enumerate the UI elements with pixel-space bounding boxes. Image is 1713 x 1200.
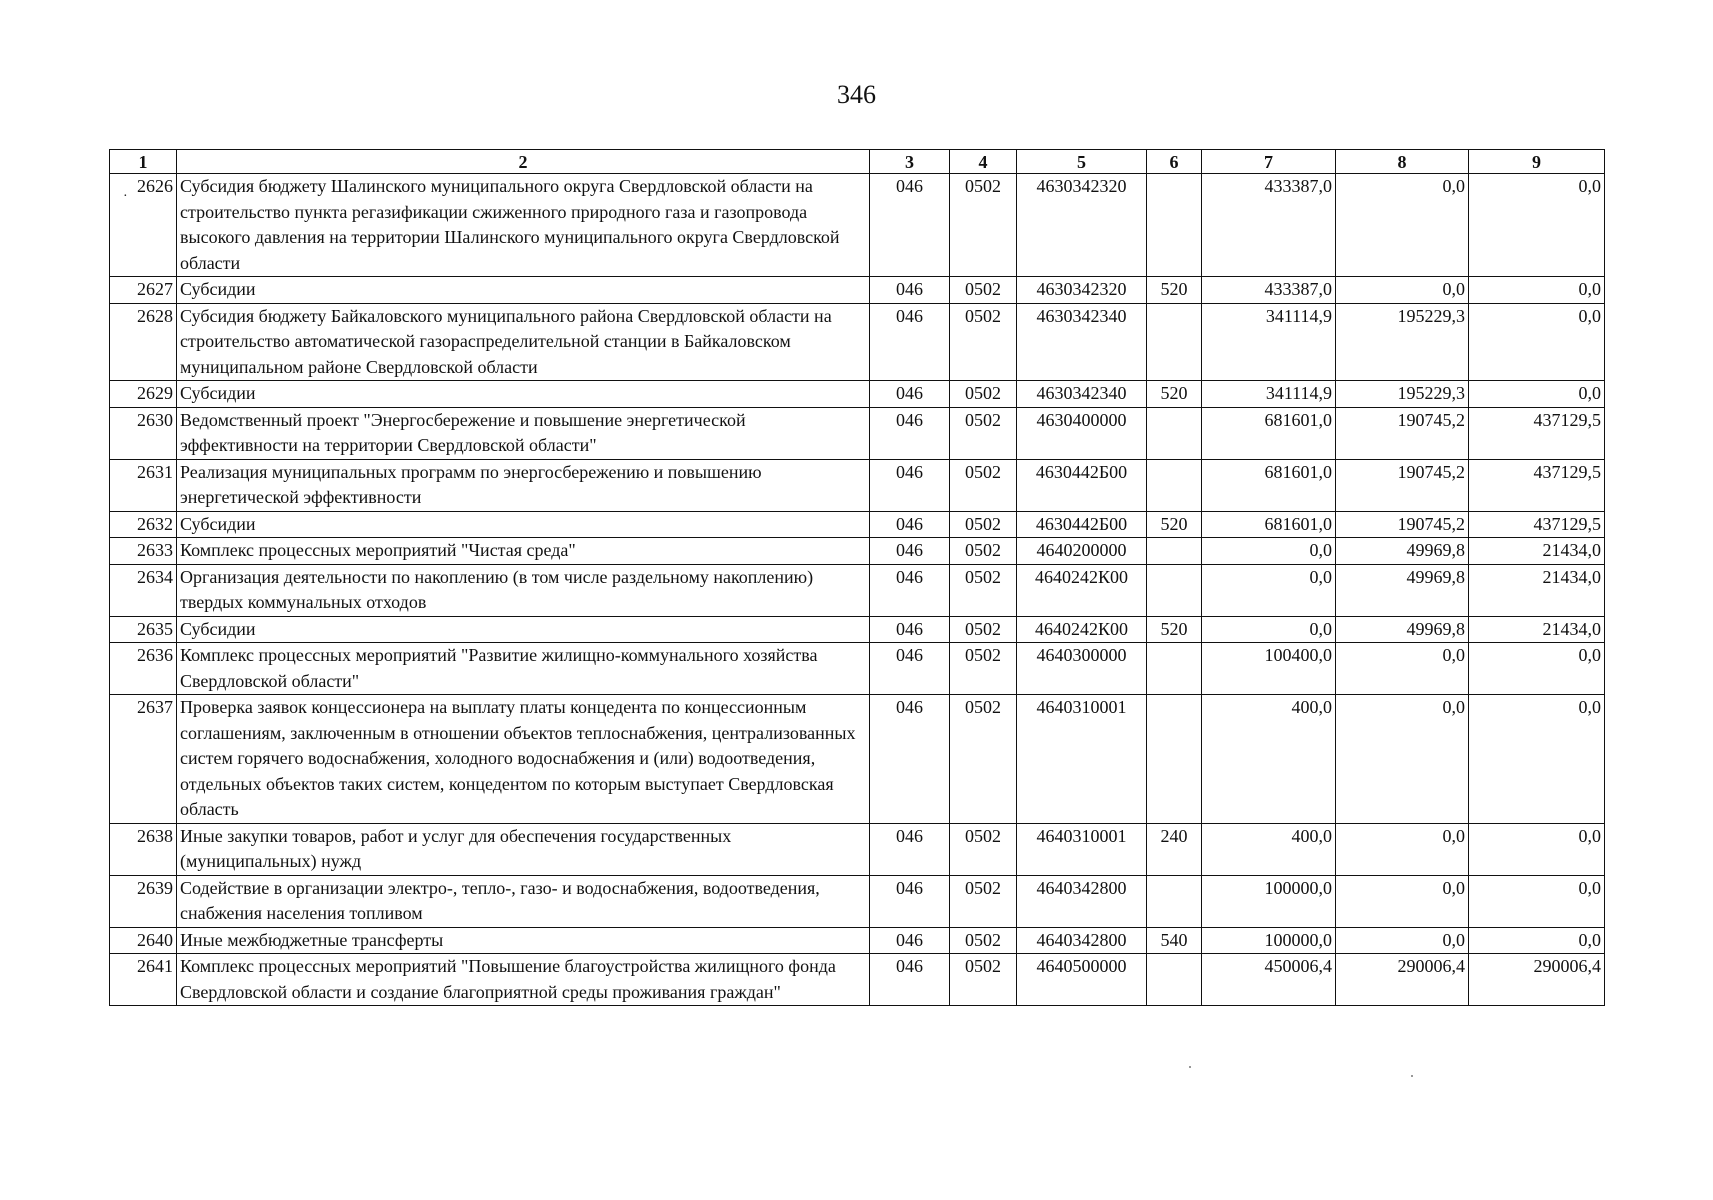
amount-col8-cell: 0,0 xyxy=(1336,695,1469,824)
table-row xyxy=(110,823,1605,875)
target-code-cell: 4640310001 xyxy=(1017,823,1147,875)
amount-col7-cell: 341114,9 xyxy=(1202,303,1336,381)
row-number-cell xyxy=(110,174,177,277)
ministry-code-cell: 046 xyxy=(870,459,950,511)
column-header: 9 xyxy=(1469,150,1605,174)
expense-type-cell xyxy=(1147,954,1202,1006)
ministry-code-cell: 046 xyxy=(870,174,950,277)
amount-col7-cell: 0,0 xyxy=(1202,616,1336,643)
row-number-cell xyxy=(110,459,177,511)
table-row xyxy=(110,695,1605,824)
description-cell: Организация деятельности по накоплению (в том числе раздельному накоплению) твердых коммунальных отходов xyxy=(177,564,870,616)
ministry-code-cell: 046 xyxy=(870,303,950,381)
amount-col9-cell: 0,0 xyxy=(1469,277,1605,304)
target-code-cell: 4640500000 xyxy=(1017,954,1147,1006)
row-number-cell xyxy=(110,407,177,459)
amount-col8-cell: 0,0 xyxy=(1336,643,1469,695)
expense-type-cell xyxy=(1147,643,1202,695)
ministry-code-cell: 046 xyxy=(870,695,950,824)
ministry-code-cell: 046 xyxy=(870,277,950,304)
row-number: 2638 xyxy=(137,825,173,846)
row-number: 2632 xyxy=(137,513,173,534)
amount-col9-cell: 0,0 xyxy=(1469,174,1605,277)
table-row xyxy=(110,538,1605,565)
ministry-code-cell: 046 xyxy=(870,511,950,538)
amount-col8-cell: 0,0 xyxy=(1336,277,1469,304)
row-number-cell xyxy=(110,643,177,695)
table-row xyxy=(110,616,1605,643)
target-code-cell: 4640242К00 xyxy=(1017,616,1147,643)
table-row xyxy=(110,954,1605,1006)
expense-type-cell xyxy=(1147,564,1202,616)
amount-col7-cell: 100000,0 xyxy=(1202,927,1336,954)
row-number-cell xyxy=(110,277,177,304)
expense-type-cell xyxy=(1147,538,1202,565)
amount-col7-cell: 681601,0 xyxy=(1202,511,1336,538)
expense-type-cell: 520 xyxy=(1147,511,1202,538)
table-row xyxy=(110,407,1605,459)
description-cell: Комплекс процессных мероприятий "Развитие жилищно-коммунального хозяйства Свердловской области" xyxy=(177,643,870,695)
description-cell: Проверка заявок концессионера на выплату платы концедента по концессионным соглашениям, заключенным в отношении объектов теплоснабжения, централизованных систем горячего водоснабжения, холодного водоснабжения и (или) водоотведения, отдельных объектов таких систем, концедентом по которым выступает Свердловская область xyxy=(177,695,870,824)
column-header: 7 xyxy=(1202,150,1336,174)
ministry-code-cell: 046 xyxy=(870,927,950,954)
amount-col7-cell: 433387,0 xyxy=(1202,277,1336,304)
amount-col8-cell: 0,0 xyxy=(1336,174,1469,277)
page-number: 346 xyxy=(837,80,876,109)
expense-type-cell xyxy=(1147,695,1202,824)
table-row xyxy=(110,174,1605,277)
target-code-cell: 4640300000 xyxy=(1017,643,1147,695)
description-cell: Комплекс процессных мероприятий "Повышение благоустройства жилищного фонда Свердловской области и создание благоприятной среды проживания граждан" xyxy=(177,954,870,1006)
amount-col8-cell: 195229,3 xyxy=(1336,381,1469,408)
target-code-cell: 4630442Б00 xyxy=(1017,459,1147,511)
row-number: 2629 xyxy=(137,383,173,403)
description-cell: Субсидии xyxy=(177,616,870,643)
description-cell: Субсидия бюджету Шалинского муниципального округа Свердловской области на строительство пункта регазификации сжиженного природного газа и газопровода высокого давления на территории Шалинского муниципального округа Свердловской области xyxy=(177,174,870,277)
ministry-code-cell: 046 xyxy=(870,954,950,1006)
table-row xyxy=(110,643,1605,695)
expense-type-cell: 520 xyxy=(1147,381,1202,408)
section-code-cell: 0502 xyxy=(950,643,1017,695)
amount-col9-cell: 21434,0 xyxy=(1469,564,1605,616)
table-row xyxy=(110,564,1605,616)
amount-col8-cell: 290006,4 xyxy=(1336,954,1469,1006)
column-header: 5 xyxy=(1017,150,1147,174)
column-header: 8 xyxy=(1336,150,1469,174)
table-header xyxy=(110,150,1605,174)
target-code-cell: 4630342320 xyxy=(1017,277,1147,304)
amount-col9-cell: 0,0 xyxy=(1469,875,1605,927)
table-body xyxy=(110,174,1605,1006)
row-number-cell xyxy=(110,927,177,954)
amount-col9-cell: 0,0 xyxy=(1469,823,1605,875)
row-number-cell xyxy=(110,381,177,408)
amount-col9-cell: 21434,0 xyxy=(1469,538,1605,565)
row-number-cell xyxy=(110,616,177,643)
section-code-cell: 0502 xyxy=(950,954,1017,1006)
expense-type-cell: 540 xyxy=(1147,927,1202,954)
section-code-cell: 0502 xyxy=(950,616,1017,643)
target-code-cell: 4630342320 xyxy=(1017,174,1147,277)
target-code-cell: 4640310001 xyxy=(1017,695,1147,824)
amount-col8-cell: 49969,8 xyxy=(1336,564,1469,616)
expense-type-cell: 520 xyxy=(1147,277,1202,304)
row-number: 2639 xyxy=(137,877,173,898)
expense-type-cell xyxy=(1147,875,1202,927)
amount-col8-cell: 49969,8 xyxy=(1336,616,1469,643)
row-number: 2626 xyxy=(137,176,173,196)
row-mark: · xyxy=(123,189,128,204)
target-code-cell: 4630442Б00 xyxy=(1017,511,1147,538)
target-code-cell: 4630400000 xyxy=(1017,407,1147,459)
description-cell: Реализация муниципальных программ по энергосбережению и повышению энергетической эффективности xyxy=(177,459,870,511)
description-cell: Содействие в организации электро-, тепло-, газо- и водоснабжения, водоотведения, снабжения населения топливом xyxy=(177,875,870,927)
expense-type-cell xyxy=(1147,303,1202,381)
section-code-cell: 0502 xyxy=(950,695,1017,824)
row-number-cell xyxy=(110,303,177,381)
section-code-cell: 0502 xyxy=(950,459,1017,511)
target-code-cell: 4640242К00 xyxy=(1017,564,1147,616)
amount-col8-cell: 190745,2 xyxy=(1336,459,1469,511)
amount-col9-cell: 0,0 xyxy=(1469,381,1605,408)
section-code-cell: 0502 xyxy=(950,303,1017,381)
row-number: 2634 xyxy=(137,566,173,587)
expense-type-cell xyxy=(1147,407,1202,459)
scan-speck xyxy=(1189,1066,1191,1068)
expense-type-cell: 520 xyxy=(1147,616,1202,643)
section-code-cell: 0502 xyxy=(950,381,1017,408)
row-number-cell xyxy=(110,564,177,616)
row-number-cell xyxy=(110,954,177,1006)
description-cell: Иные закупки товаров, работ и услуг для обеспечения государственных (муниципальных) нужд xyxy=(177,823,870,875)
amount-col9-cell: 0,0 xyxy=(1469,303,1605,381)
amount-col7-cell: 681601,0 xyxy=(1202,459,1336,511)
row-number: 2636 xyxy=(137,645,173,665)
row-number-cell xyxy=(110,511,177,538)
row-number: 2633 xyxy=(137,540,173,560)
scan-speck xyxy=(1411,1075,1413,1077)
target-code-cell: 4630342340 xyxy=(1017,303,1147,381)
amount-col8-cell: 0,0 xyxy=(1336,823,1469,875)
ministry-code-cell: 046 xyxy=(870,875,950,927)
amount-col9-cell: 0,0 xyxy=(1469,695,1605,824)
amount-col8-cell: 195229,3 xyxy=(1336,303,1469,381)
amount-col7-cell: 450006,4 xyxy=(1202,954,1336,1006)
target-code-cell: 4640342800 xyxy=(1017,927,1147,954)
table-row xyxy=(110,277,1605,304)
row-number: 2627 xyxy=(137,279,173,299)
table-row xyxy=(110,303,1605,381)
amount-col9-cell: 0,0 xyxy=(1469,927,1605,954)
amount-col7-cell: 681601,0 xyxy=(1202,407,1336,459)
row-number-cell xyxy=(110,695,177,824)
ministry-code-cell: 046 xyxy=(870,564,950,616)
section-code-cell: 0502 xyxy=(950,407,1017,459)
amount-col7-cell: 400,0 xyxy=(1202,823,1336,875)
row-number: 2640 xyxy=(137,929,173,950)
row-number: 2628 xyxy=(137,305,173,326)
ministry-code-cell: 046 xyxy=(870,643,950,695)
section-code-cell: 0502 xyxy=(950,823,1017,875)
column-header: 6 xyxy=(1147,150,1202,174)
row-number-cell xyxy=(110,538,177,565)
amount-col9-cell: 437129,5 xyxy=(1469,459,1605,511)
amount-col8-cell: 0,0 xyxy=(1336,875,1469,927)
row-number: 2635 xyxy=(137,618,173,639)
section-code-cell: 0502 xyxy=(950,927,1017,954)
ministry-code-cell: 046 xyxy=(870,616,950,643)
expense-type-cell: 240 xyxy=(1147,823,1202,875)
row-number: 2630 xyxy=(137,409,173,430)
description-cell: Субсидии xyxy=(177,277,870,304)
column-header: 2 xyxy=(177,150,870,174)
table-row xyxy=(110,875,1605,927)
target-code-cell: 4630342340 xyxy=(1017,381,1147,408)
header-row xyxy=(110,150,1605,174)
description-cell: Ведомственный проект "Энергосбережение и повышение энергетической эффективности на территории Свердловской области" xyxy=(177,407,870,459)
amount-col7-cell: 341114,9 xyxy=(1202,381,1336,408)
expense-type-cell xyxy=(1147,174,1202,277)
amount-col9-cell: 437129,5 xyxy=(1469,407,1605,459)
amount-col7-cell: 100400,0 xyxy=(1202,643,1336,695)
description-cell: Субсидия бюджету Байкаловского муниципального района Свердловской области на строительство автоматической газораспределительной станции в Байкаловском муниципальном районе Свердловской области xyxy=(177,303,870,381)
amount-col8-cell: 0,0 xyxy=(1336,927,1469,954)
column-header: 1 xyxy=(110,150,177,174)
ministry-code-cell: 046 xyxy=(870,407,950,459)
section-code-cell: 0502 xyxy=(950,875,1017,927)
column-header: 3 xyxy=(870,150,950,174)
amount-col9-cell: 0,0 xyxy=(1469,643,1605,695)
row-number-cell xyxy=(110,823,177,875)
amount-col9-cell: 437129,5 xyxy=(1469,511,1605,538)
amount-col8-cell: 190745,2 xyxy=(1336,511,1469,538)
section-code-cell: 0502 xyxy=(950,538,1017,565)
table-row xyxy=(110,511,1605,538)
amount-col7-cell: 0,0 xyxy=(1202,564,1336,616)
ministry-code-cell: 046 xyxy=(870,538,950,565)
description-cell: Субсидии xyxy=(177,511,870,538)
target-code-cell: 4640342800 xyxy=(1017,875,1147,927)
amount-col7-cell: 400,0 xyxy=(1202,695,1336,824)
row-number: 2637 xyxy=(137,697,173,717)
row-number-cell xyxy=(110,875,177,927)
column-header: 4 xyxy=(950,150,1017,174)
ministry-code-cell: 046 xyxy=(870,823,950,875)
section-code-cell: 0502 xyxy=(950,511,1017,538)
table-row xyxy=(110,927,1605,954)
table-row xyxy=(110,459,1605,511)
expense-type-cell xyxy=(1147,459,1202,511)
amount-col7-cell: 100000,0 xyxy=(1202,875,1336,927)
budget-table xyxy=(109,149,1605,1006)
amount-col8-cell: 190745,2 xyxy=(1336,407,1469,459)
description-cell: Комплекс процессных мероприятий "Чистая среда" xyxy=(177,538,870,565)
amount-col9-cell: 21434,0 xyxy=(1469,616,1605,643)
section-code-cell: 0502 xyxy=(950,277,1017,304)
row-number: 2631 xyxy=(137,461,173,482)
section-code-cell: 0502 xyxy=(950,564,1017,616)
amount-col8-cell: 49969,8 xyxy=(1336,538,1469,565)
amount-col7-cell: 433387,0 xyxy=(1202,174,1336,277)
table-row xyxy=(110,381,1605,408)
description-cell: Иные межбюджетные трансферты xyxy=(177,927,870,954)
amount-col7-cell: 0,0 xyxy=(1202,538,1336,565)
ministry-code-cell: 046 xyxy=(870,381,950,408)
section-code-cell: 0502 xyxy=(950,174,1017,277)
row-number: 2641 xyxy=(137,956,173,976)
amount-col9-cell: 290006,4 xyxy=(1469,954,1605,1006)
description-cell: Субсидии xyxy=(177,381,870,408)
target-code-cell: 4640200000 xyxy=(1017,538,1147,565)
